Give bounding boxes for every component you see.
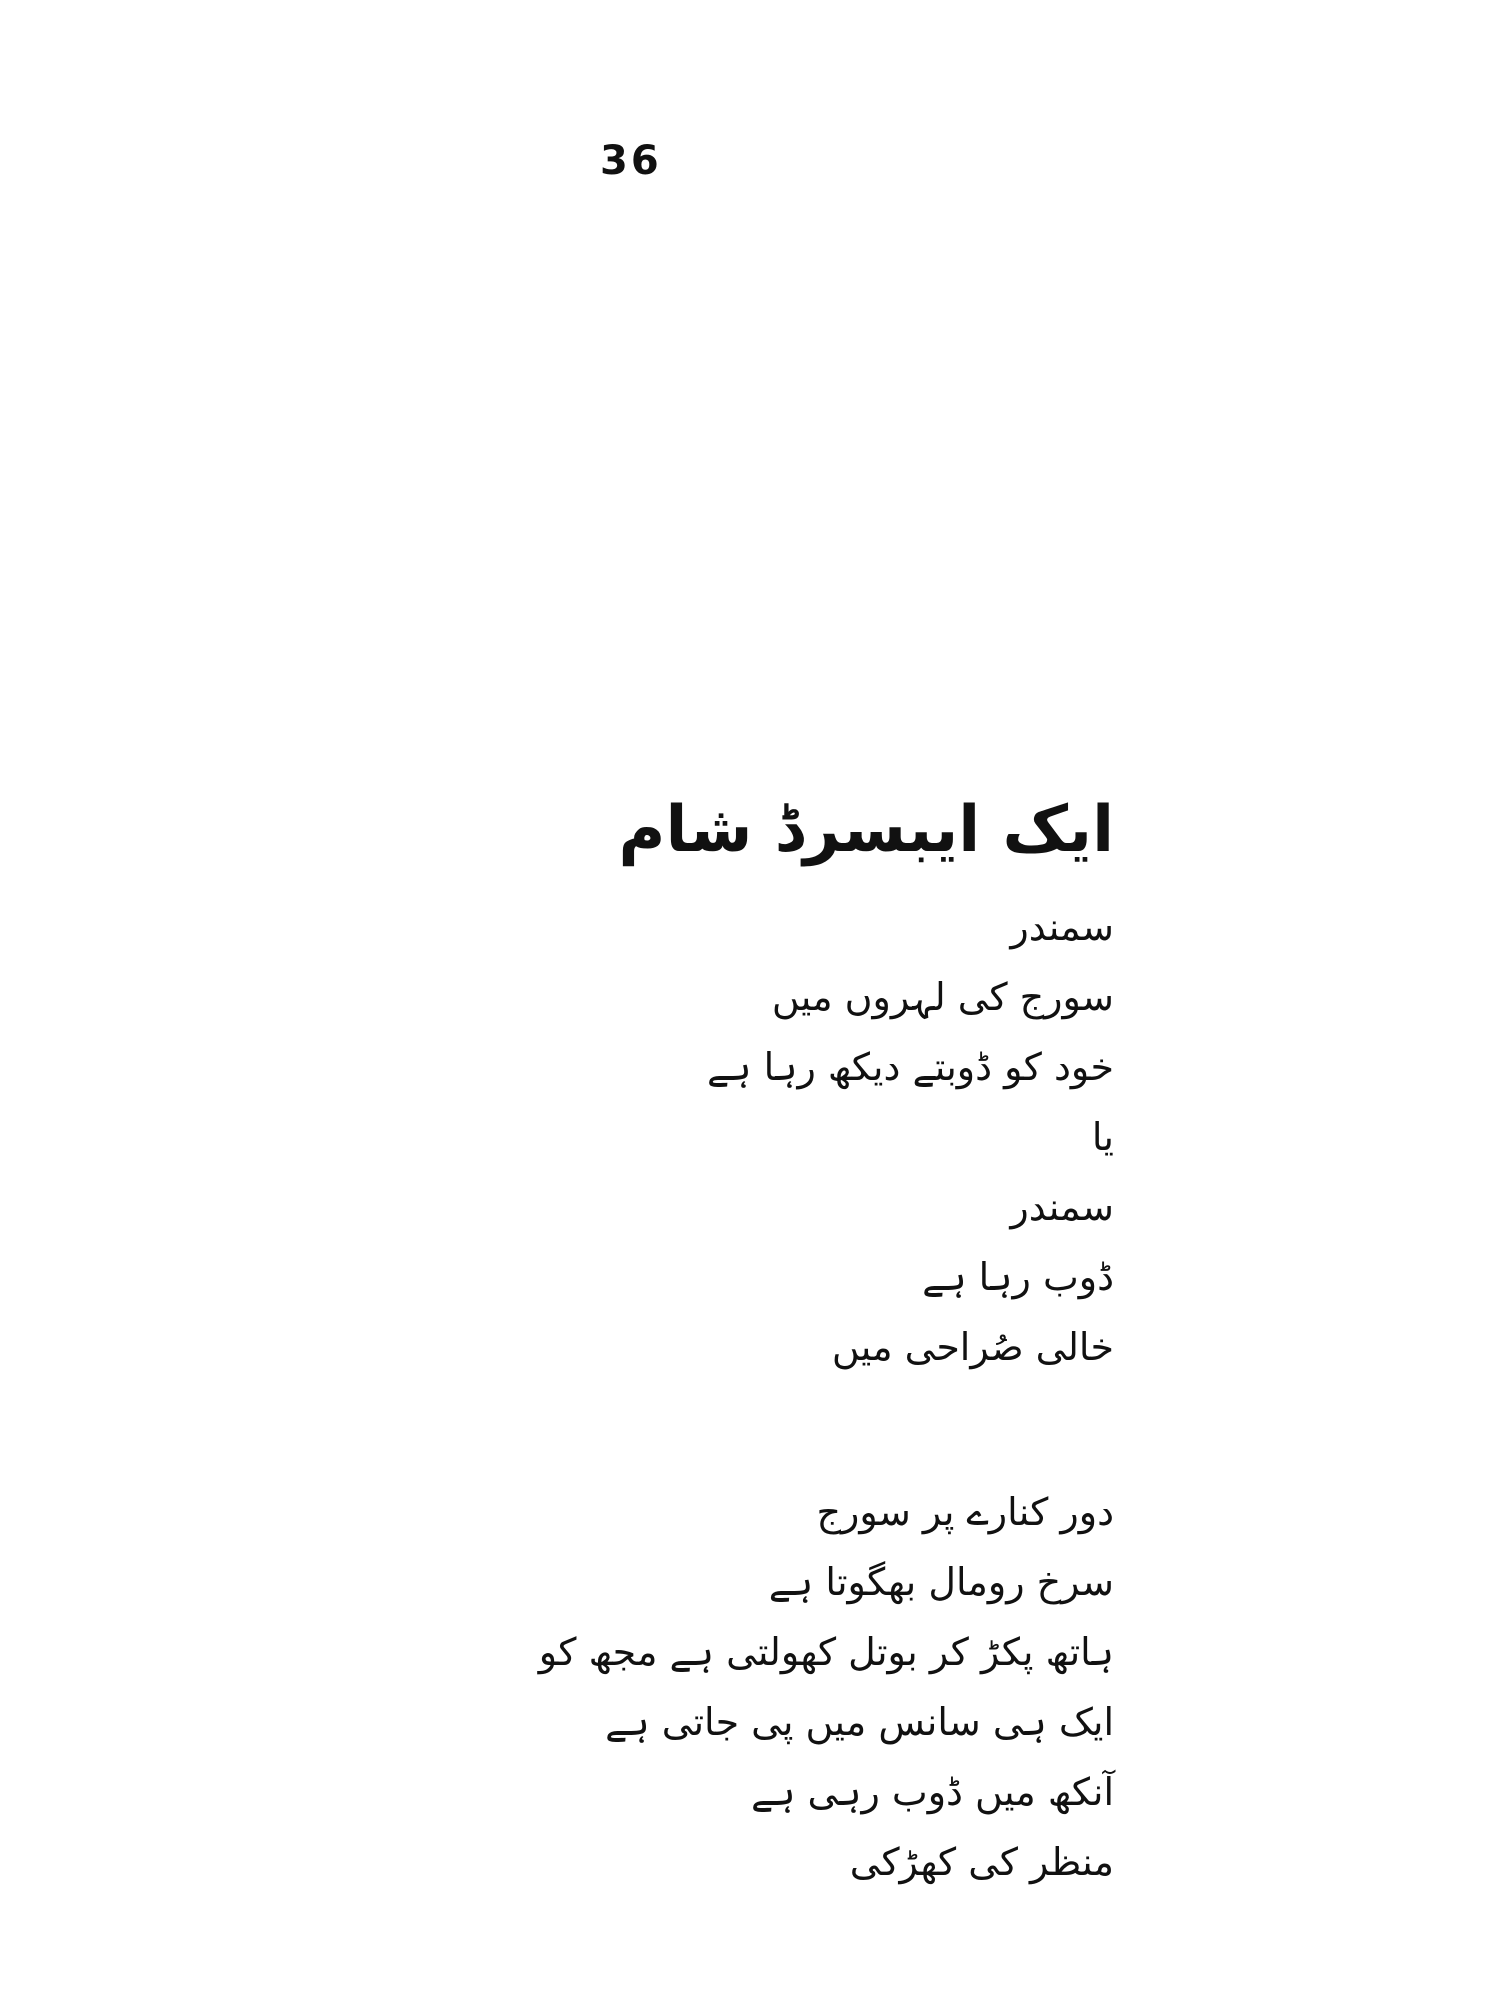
poem-line: ایک ہی سانس میں پی جاتی ہے	[605, 1700, 1114, 1744]
poem-line: منظر کی کھڑکی	[849, 1840, 1114, 1884]
poem-line: ہاتھ پکڑ کر بوتل کھولتی ہے مجھ کو	[538, 1630, 1114, 1674]
page-number: 36	[600, 138, 662, 184]
poem-line: دور کنارے پر سورج	[816, 1490, 1114, 1534]
poem-line: سمندر	[1010, 905, 1114, 949]
stanza-2	[354, 1477, 1114, 1897]
poem-line: سمندر	[1010, 1185, 1114, 1229]
poem	[354, 780, 1114, 1897]
poem-line: آنکھ میں ڈوب رہی ہے	[750, 1770, 1114, 1814]
poem-line: خود کو ڈوبتے دیکھ رہا ہے	[707, 1045, 1114, 1089]
poem-line: ڈوب رہا ہے	[922, 1255, 1114, 1299]
poem-line: خالی صُراحی میں	[831, 1325, 1114, 1369]
stanza-divider	[354, 1382, 1114, 1477]
poem-line: سرخ رومال بھگوتا ہے	[768, 1560, 1114, 1604]
poem-line: یا	[1091, 1115, 1114, 1159]
stanza-1	[354, 892, 1114, 1382]
poem-line: سورج کی لہروں میں	[771, 975, 1114, 1019]
poem-title: ایک ایبسرڈ شام	[618, 793, 1114, 867]
